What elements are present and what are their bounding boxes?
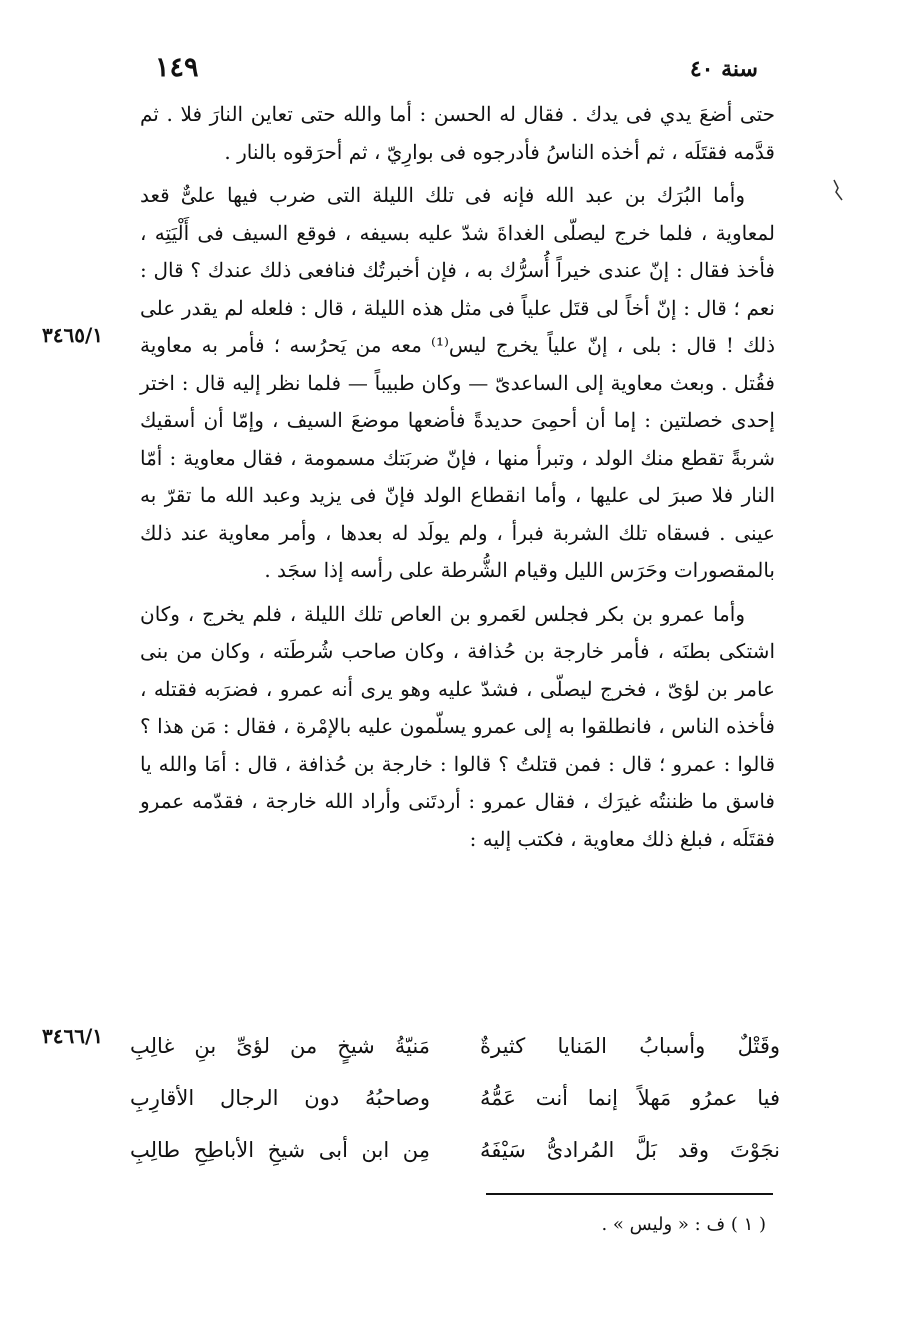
verse-second-hemistich: مِن ابن أبى شيخِ الأباطِحِ طالِبِ <box>130 1138 430 1162</box>
footnote: ( ١ ) ف : « وليس » . <box>601 1214 766 1235</box>
verse-first-hemistich: وقَتْلٌ وأسبابُ المَنايا كثيرةٌ <box>480 1034 780 1058</box>
page-number: ١٤٩ <box>155 52 199 83</box>
body-text <box>140 96 775 858</box>
stray-mark <box>832 178 846 204</box>
verse-second-hemistich: مَنيّةُ شيخٍ من لؤىِّ بنِ غالِبِ <box>130 1034 430 1058</box>
margin-reference: ٣٤٦٥/١ <box>42 323 104 347</box>
poem <box>130 1020 780 1176</box>
running-header-year: سنة ٤٠ <box>689 56 758 82</box>
poem-verse <box>130 1124 780 1176</box>
margin-reference: ٣٤٦٦/١ <box>42 1024 104 1048</box>
verse-first-hemistich: نجَوْتَ وقد بَلَّ المُرادىُّ سَيْفَهُ <box>480 1138 780 1162</box>
paragraph-3: وأما عمرو بن بكر فجلس لعَمرو بن العاص تلك الليلة ، فلم يخرج ، وكان اشتكى بطنَه ، فأمر خارجة بن حُذافة ، وكان صاحب شُرطَته ، وكان من بنى عامر بن لؤىّ ، فخرج ليصلّى ، فشدّ عليه وهو يرى أنه عمرو ، فضرَبه فقتله ، فأخذه الناس ، فانطلقوا به إلى عمرو يسلّمون عليه بالإمْرة ، فقال : مَن هذا ؟ قالوا : عمرو ؛ قال : فمن قتلتُ ؟ قالوا : خارجة بن حُذافة ، قال : أمَا والله يا فاسق ما ظننتُه غيرَك ، فقال عمرو : أردتَنى وأراد الله خارجة ، فقدّمه عمرو فقتَلَه ، فبلغ ذلك معاوية ، فكتب إليه : <box>140 601 775 851</box>
paragraph-1: حتى أضعَ يدي فى يدك . فقال له الحسن : أما والله حتى تعاين النارَ فلا . ثم قدَّمه فقتَلَه ، ثم أخذه الناسُ فأدرجوه فى بوارِيّ ، ثم أحرَقوه بالنار . <box>140 102 775 164</box>
poem-verse <box>130 1072 780 1124</box>
paragraph-2: وأما البُرَك بن عبد الله فإنه فى تلك الليلة التى ضرب فيها علىٌّ قعد لمعاوية ، فلما خرج ليصلّى الغداةَ شدّ عليه بسيفه ، فوقع السيف فى أَلْيَتِه ، فأخذ فقال : إنّ عندى خيراً أُسرُّك به ، فإن أخبرتُك فنافعى ذلك عندك ؟ قال : نعم ؛ قال : إنّ أخاً لى قتَل علياً فى مثل هذه الليلة ، قال : فلعله لم يقدر على ذلك ! قال : بلى ، إنّ علياً يخرج ليس⁽¹⁾ معه من يَحرُسه ؛ فأمر به معاوية فقُتل . وبعث معاوية إلى الساعدىّ — وكان طبيباً — فلما نظر إليه قال : اختر إحدى خصلتين : إما أن أحمِىَ حديدةً فأضعها موضعَ السيف ، وإمّا أن أسقيك شربةً تقطع منك الولد ، وتبرأ منها ، فإنّ ضربَتك مسمومة ، فقال معاوية : أمّا النار فلا صبرَ لى عليها ، وأما انقطاع الولد فإنّ فى يزيد وعبد الله ما تقرّ به عينى . فسقاه تلك الشربة فبرأ ، ولم يولَد له بعدها ، وأمر معاوية عند ذلك بالمقصورات وحَرَس الليل وقيام الشُّرطة على رأسه إذا سجَد . <box>140 183 775 582</box>
footnote-separator <box>486 1193 773 1195</box>
verse-second-hemistich: وصاحبُهُ دون الرجال الأقارِبِ <box>130 1086 430 1110</box>
verse-first-hemistich: فيا عمرُو مَهلاً إنما أنت عَمُّهُ <box>480 1086 780 1110</box>
poem-verse <box>130 1020 780 1072</box>
